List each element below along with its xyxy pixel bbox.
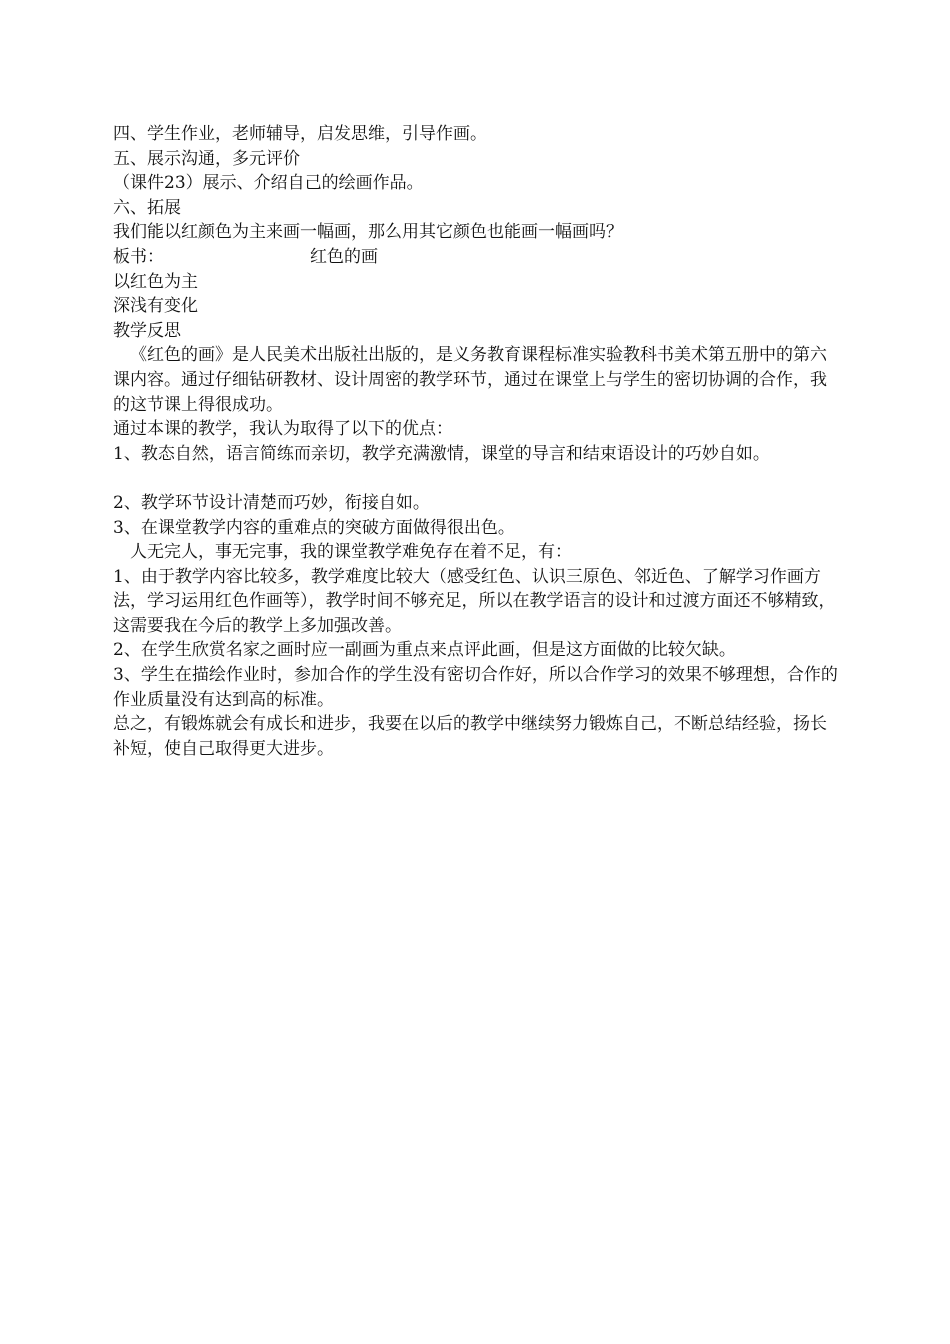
step-four: 四、学生作业，老师辅导，启发思维，引导作画。 xyxy=(113,124,487,144)
shortcoming-item: 1、由于教学内容比较多，教学难度比较大（感受红色、认识三原色、邻近色、了解学习作画方法，学习运用红色作画等），教学时间不够充足，所以在教学语言的设计和过渡方面还不够精致，这需要我在今后的教学上多加强改善。 xyxy=(113,566,836,636)
board-label: 板书： xyxy=(113,246,164,267)
board-item: 以红色为主 xyxy=(113,271,198,292)
advantage-item: 3、在课堂教学内容的重难点的突破方面做得很出色。 xyxy=(113,517,515,538)
blackboard-plan xyxy=(113,245,843,270)
board-item: 深浅有变化 xyxy=(113,296,198,317)
advantages-heading: 通过本课的教学，我认为取得了以下的优点： xyxy=(113,419,453,440)
reflection-intro: 《红色的画》是人民美术出版社出版的，是义务教育课程标准实验教科书美术第五册中的第六课内容。通过仔细钻研教材、设计周密的教学环节，通过在课堂上与学生的密切协调的合作，我的这节课上得很成功。 xyxy=(113,345,827,415)
step-five-detail: （课件23）展示、介绍自己的绘画作品。 xyxy=(113,173,424,194)
blank-line xyxy=(113,466,843,491)
step-six: 六、拓展 xyxy=(113,197,181,218)
step-five: 五、展示沟通，多元评价 xyxy=(113,148,300,169)
reflection-heading: 教学反思 xyxy=(113,320,181,341)
shortcoming-item: 3、学生在描绘作业时，参加合作的学生没有密切合作好，所以合作学习的效果不够理想，合作的作业质量没有达到高的标准。 xyxy=(113,665,838,710)
document-page xyxy=(113,122,843,761)
advantage-item: 2、教学环节设计清楚而巧妙，衔接自如。 xyxy=(113,492,430,513)
shortcomings-heading: 人无完人，事无完事，我的课堂教学难免存在着不足，有： xyxy=(130,542,572,563)
advantage-item: 1、教态自然，语言简练而亲切，教学充满激情，课堂的导言和结束语设计的巧妙自如。 xyxy=(113,443,770,464)
step-six-detail: 我们能以红颜色为主来画一幅画，那么用其它颜色也能画一幅画吗？ xyxy=(113,222,623,243)
board-title: 红色的画 xyxy=(310,246,378,267)
conclusion: 总之，有锻炼就会有成长和进步，我要在以后的教学中继续努力锻炼自己，不断总结经验，扬长补短，使自己取得更大进步。 xyxy=(113,714,827,759)
shortcoming-item: 2、在学生欣赏名家之画时应一副画为重点来点评此画，但是这方面做的比较欠缺。 xyxy=(113,640,736,661)
